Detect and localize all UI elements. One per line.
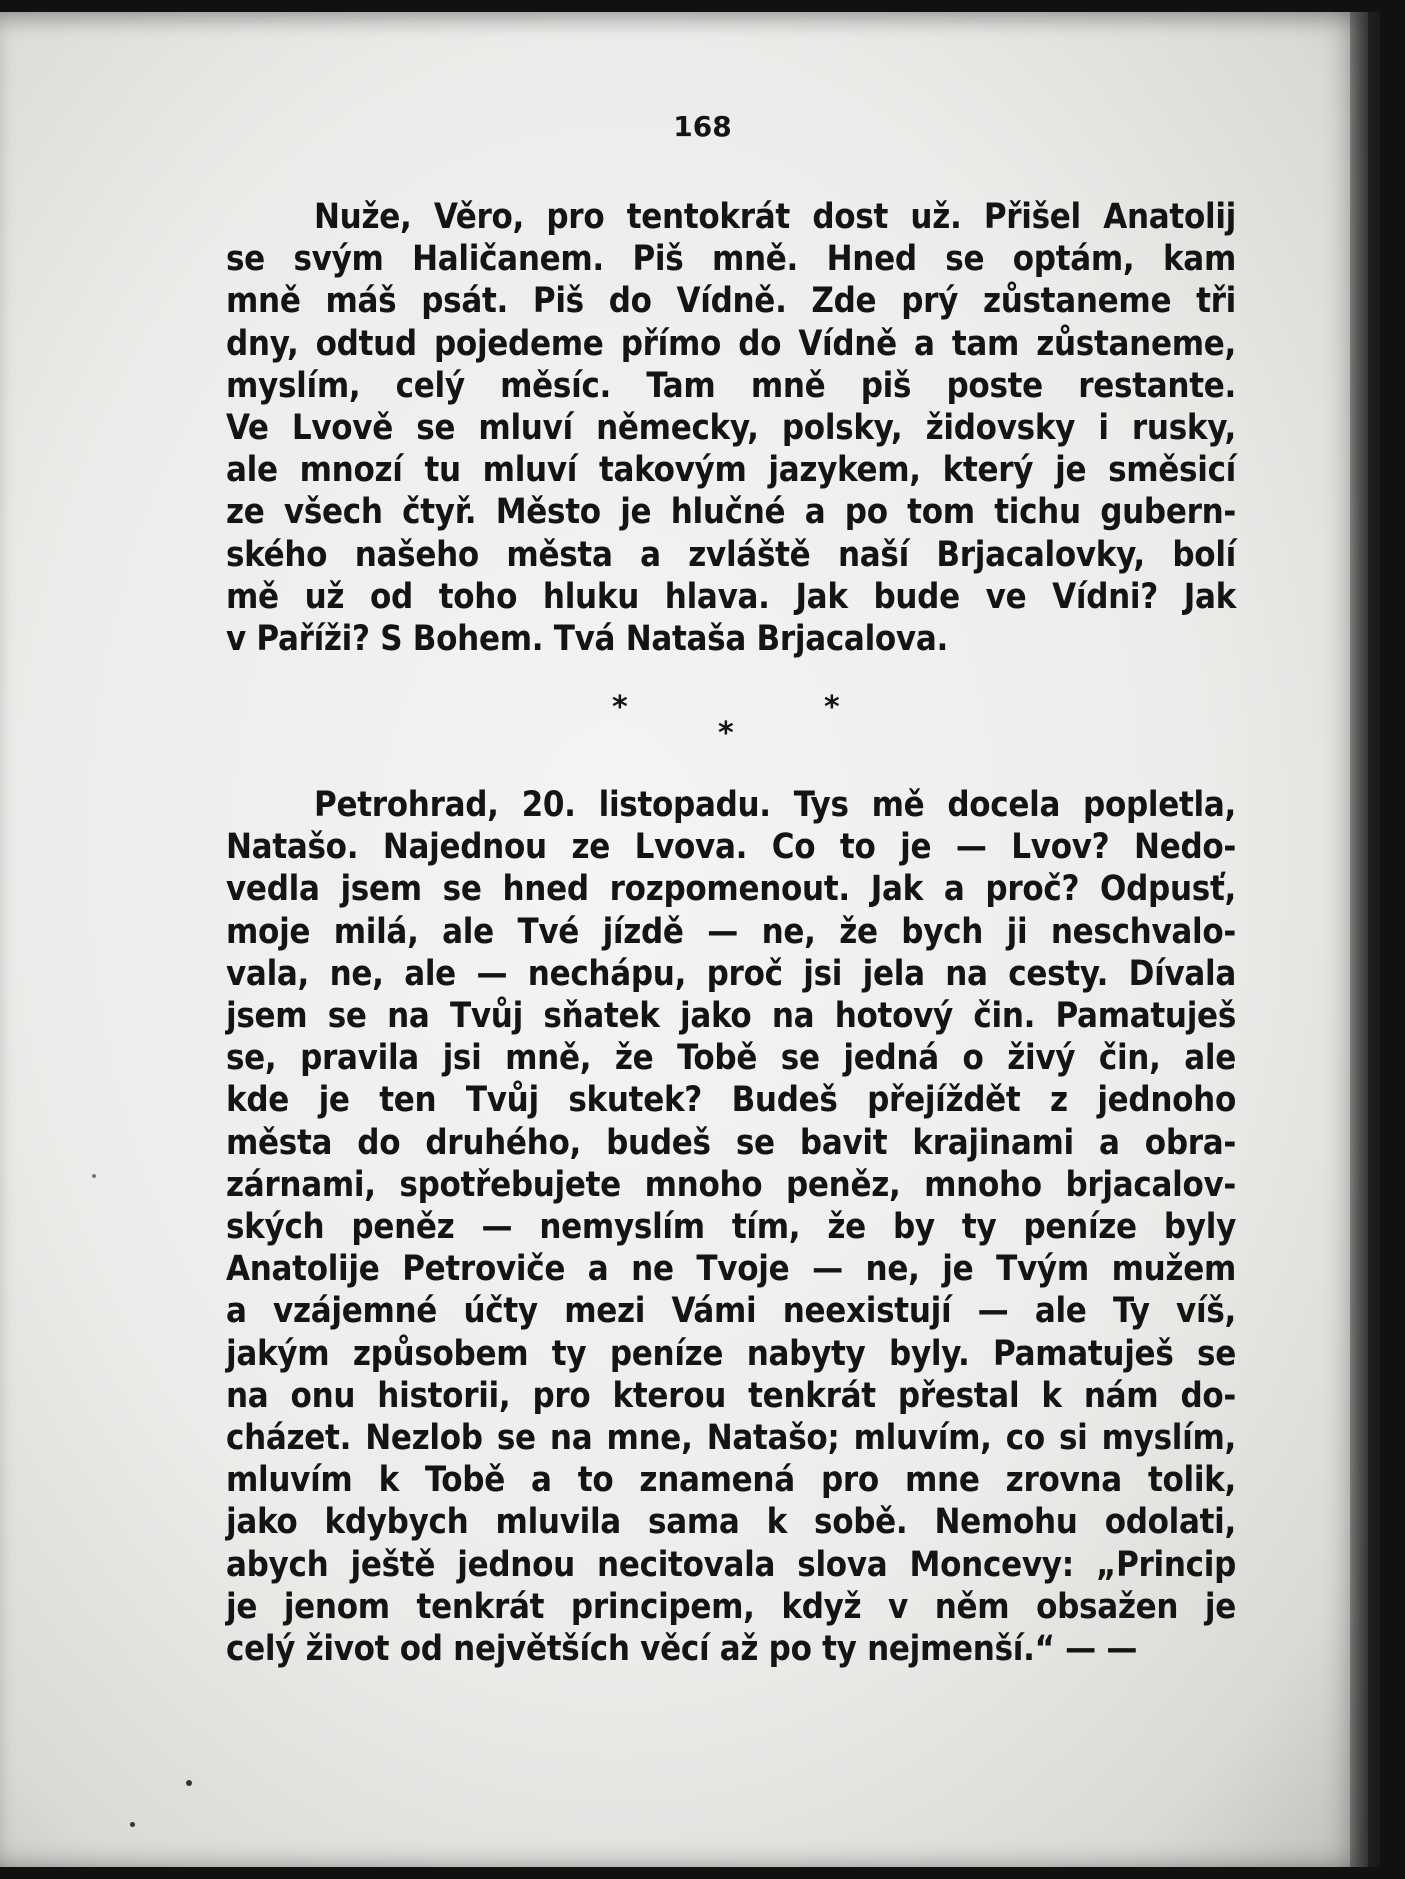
text-line: se svým Haličanem. Piš mně. Hned se optám, kam xyxy=(226,239,1236,280)
text-line: jsem se na Tvůj sňatek jako na hotový čin. Pamatuješ xyxy=(226,996,1236,1037)
separator-asterisk: * xyxy=(718,716,734,751)
section-separator xyxy=(0,690,1405,750)
scan-speck xyxy=(130,1822,135,1827)
text-line: ze všech čtyř. Město je hlučné a po tom tichu gubern- xyxy=(226,492,1236,533)
text-line: Anatolije Petroviče a ne Tvoje — ne, je Tvým mužem xyxy=(226,1249,1236,1290)
text-line: celý život od největších věcí až po ty nejmenší.“ — — xyxy=(226,1629,1138,1670)
text-line: v Paříži? S Bohem. Tvá Nataša Brjacalova. xyxy=(226,619,948,660)
text-line: Nuže, Věro, pro tentokrát dost už. Přišel Anatolij xyxy=(314,197,1236,237)
text-line: vedla jsem se hned rozpomenout. Jak a proč? Odpusť, xyxy=(226,869,1236,910)
text-line: mě už od toho hluku hlava. Jak bude ve Vídni? Jak xyxy=(226,576,1236,617)
text-line: na onu historii, pro kterou tenkrát přestal k nám do- xyxy=(226,1375,1236,1416)
text-line: kde je ten Tvůj skutek? Budeš přejíždět z jednoho xyxy=(226,1080,1236,1121)
text-line: zárnami, spotřebujete mnoho peněz, mnoho brjacalov- xyxy=(226,1164,1236,1205)
paragraph-letter-ending xyxy=(226,196,1236,660)
text-line: jako kdybych mluvila sama k sobě. Nemohu odolati, xyxy=(226,1502,1236,1543)
text-line: Natašo. Najednou ze Lvova. Co to je — Lvov? Nedo- xyxy=(226,827,1236,868)
scan-speck xyxy=(186,1780,192,1786)
text-line: a vzájemné účty mezi Vámi neexistují — ale Ty víš, xyxy=(226,1291,1236,1332)
text-line: mluvím k Tobě a to znamená pro mne zrovna tolik, xyxy=(226,1460,1236,1501)
text-line: ale mnozí tu mluví takovým jazykem, který je směsicí xyxy=(226,450,1236,491)
text-line: mně máš psát. Piš do Vídně. Zde prý zůstaneme tři xyxy=(226,281,1236,322)
scan-speck xyxy=(92,1174,96,1178)
separator-asterisk: * xyxy=(612,690,628,725)
page-number: 168 xyxy=(673,110,732,143)
paragraph-reply-letter xyxy=(226,784,1236,1670)
text-line: jakým způsobem ty peníze nabyty byly. Pamatuješ se xyxy=(226,1333,1236,1374)
text-line: abych ještě jednou necitovala slova Moncevy: „Princip xyxy=(226,1544,1236,1585)
separator-asterisk: * xyxy=(824,690,840,725)
page-edge-shadow xyxy=(1350,12,1380,1867)
text-line: myslím, celý měsíc. Tam mně piš poste restante. xyxy=(226,365,1236,406)
text-line: se, pravila jsi mně, že Tobě se jedná o živý čin, ale xyxy=(226,1038,1236,1079)
text-line: Petrohrad, 20. listopadu. Tys mě docela popletla, xyxy=(314,785,1236,825)
text-line: moje milá, ale Tvé jízdě — ne, že bych ji neschvalo- xyxy=(226,911,1236,952)
text-line: cházet. Nezlob se na mne, Natašo; mluvím, co si myslím, xyxy=(226,1418,1236,1459)
text-line: vala, ne, ale — nechápu, proč jsi jela na cesty. Dívala xyxy=(226,953,1236,994)
text-line: ských peněz — nemyslím tím, že by ty peníze byly xyxy=(226,1207,1236,1248)
text-line: je jenom tenkrát principem, když v něm obsažen je xyxy=(226,1586,1236,1627)
text-line: dny, odtud pojedeme přímo do Vídně a tam zůstaneme, xyxy=(226,323,1236,364)
text-line: města do druhého, budeš se bavit krajinami a obra- xyxy=(226,1122,1236,1163)
text-line: ského našeho města a zvláště naší Brjacalovky, bolí xyxy=(226,534,1236,575)
text-line: Ve Lvově se mluví německy, polsky, židovsky i rusky, xyxy=(226,408,1236,449)
